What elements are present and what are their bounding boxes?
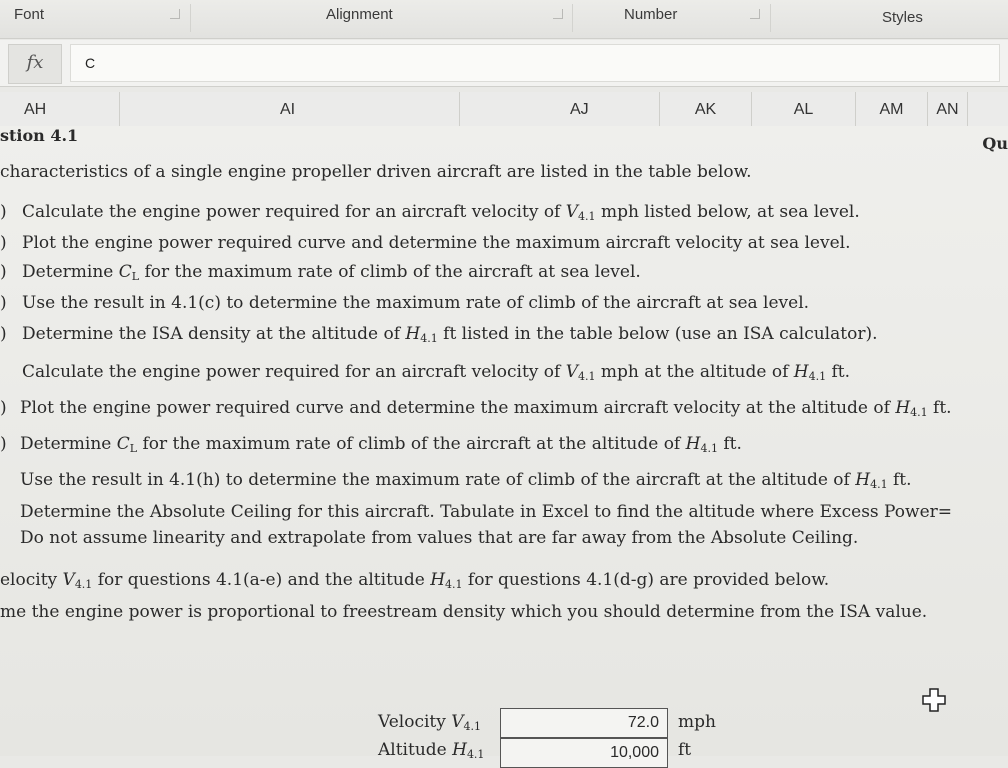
truncated-label: Qu	[982, 134, 1008, 153]
number-dialog-launcher-icon[interactable]	[750, 9, 760, 19]
move-cursor-icon	[922, 688, 946, 716]
ribbon-group-styles: Styles	[882, 9, 923, 26]
list-item: ) Calculate the engine power required for an aircraft velocity of $V_{4.1}$ mph listed below, at sea level.	[0, 202, 860, 223]
alignment-dialog-launcher-icon[interactable]	[553, 9, 563, 19]
list-item: ) Plot the engine power required curve and determine the maximum aircraft velocity at the altitude of $H_{4.1}$ ft.	[0, 398, 952, 419]
ribbon-group-number: Number	[624, 6, 678, 23]
bullet: )	[0, 233, 7, 253]
bullet: )	[0, 398, 7, 418]
altitude-value-cell[interactable]: 10,000	[500, 738, 668, 768]
intro-text: characteristics of a single engine propeller driven aircraft are listed in the table below.	[0, 162, 752, 182]
bullet: )	[0, 293, 7, 313]
velocity-value-cell[interactable]: 72.0	[500, 708, 668, 738]
formula-input[interactable]: C	[70, 44, 1000, 82]
ribbon-group-alignment: Alignment	[326, 6, 393, 23]
bullet: )	[0, 324, 7, 344]
sheet-area[interactable]	[0, 126, 1008, 761]
bullet: )	[0, 434, 7, 454]
bullet: )	[0, 262, 7, 282]
list-item: ) Use the result in 4.1(c) to determine the maximum rate of climb of the aircraft at sea level.	[0, 293, 810, 313]
list-item: ) Determine $C_L$ for the maximum rate of climb of the aircraft at the altitude of $H_{4.1}$ ft.	[0, 434, 742, 455]
velocity-unit: mph	[678, 712, 716, 732]
list-item: ) Determine the ISA density at the altitude of $H_{4.1}$ ft listed in the table below (use an ISA calculator).	[0, 324, 878, 345]
note-velocity-altitude: elocity $V_{4.1}$ for questions 4.1(a-e) and the altitude $H_{4.1}$ for questions 4.1(d-g) are provided below.	[0, 570, 830, 591]
insert-function-button[interactable]: fx	[8, 44, 62, 84]
bullet: )	[0, 202, 7, 222]
column-header-an[interactable]: AN	[928, 92, 968, 126]
column-header-ah[interactable]: AH	[0, 92, 120, 126]
font-dialog-launcher-icon[interactable]	[170, 9, 180, 19]
column-header-ak[interactable]: AK	[660, 92, 752, 126]
question-heading: stion 4.1	[0, 126, 79, 145]
ribbon-separator	[572, 4, 573, 32]
ribbon-separator	[190, 4, 191, 32]
note-engine-power: me the engine power is proportional to freestream density which you should determine from the ISA value.	[0, 602, 928, 622]
list-item: ) Plot the engine power required curve and determine the maximum aircraft velocity at sea level.	[0, 233, 851, 253]
column-header-am[interactable]: AM	[856, 92, 928, 126]
altitude-unit: ft	[678, 740, 692, 760]
list-item: Calculate the engine power required for an aircraft velocity of $V_{4.1}$ mph at the altitude of $H_{4.1}$ ft.	[22, 362, 851, 383]
list-item: ) Determine $C_L$ for the maximum rate of climb of the aircraft at sea level.	[0, 262, 641, 283]
list-item: Determine the Absolute Ceiling for this aircraft. Tabulate in Excel to find the altitude where Excess Power=	[20, 502, 953, 522]
column-header-al[interactable]: AL	[752, 92, 856, 126]
formula-bar	[0, 40, 1008, 87]
ribbon-group-labels	[0, 0, 1008, 39]
list-item: Do not assume linearity and extrapolate from values that are far away from the Absolute Ceiling.	[20, 528, 859, 548]
column-headers	[0, 92, 1008, 127]
altitude-label: Altitude $H_{4.1}$	[378, 740, 485, 761]
column-header-ai[interactable]: AI	[120, 92, 460, 126]
list-item: Use the result in 4.1(h) to determine the maximum rate of climb of the aircraft at the altitude of $H_{4.1}$ ft.	[20, 470, 912, 491]
ribbon-separator	[770, 4, 771, 32]
column-header-aj[interactable]: AJ	[460, 92, 660, 126]
ribbon-group-font: Font	[14, 6, 45, 23]
velocity-label: Velocity $V_{4.1}$	[378, 712, 482, 733]
